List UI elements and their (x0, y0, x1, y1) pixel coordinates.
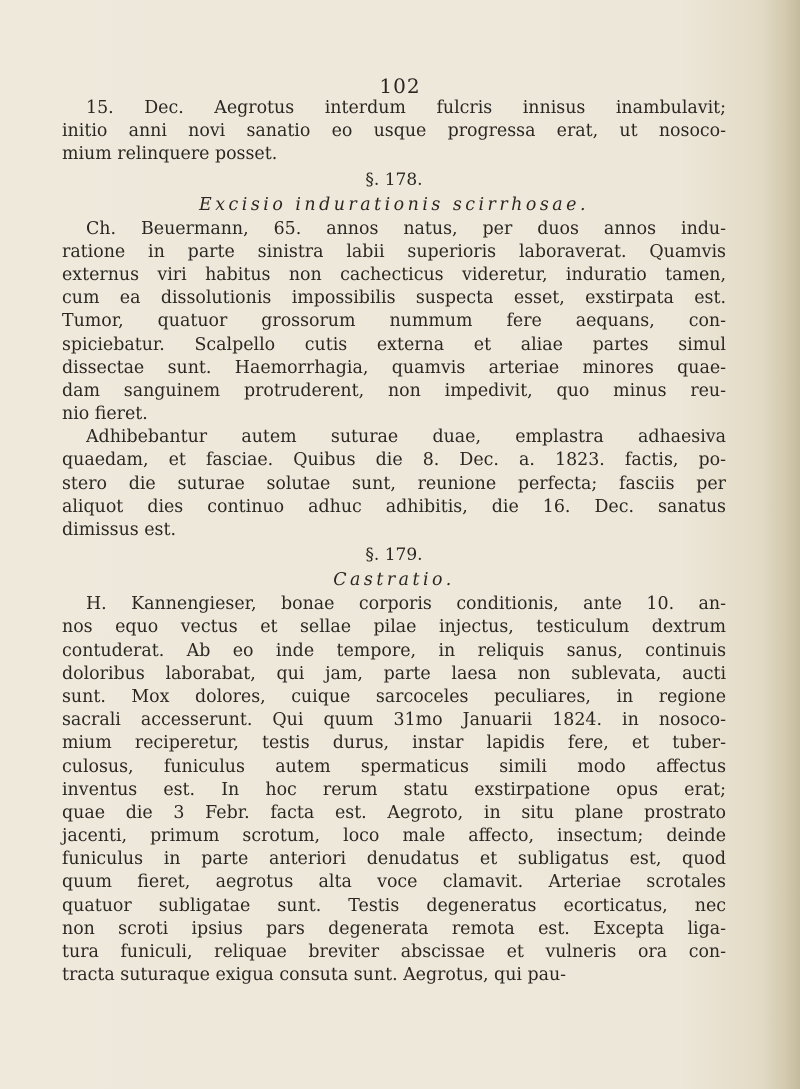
text-line: Tumor, quatuor grossorum nummum fere aequans, con- (62, 311, 726, 332)
page-number: 102 (379, 74, 421, 98)
text-line: dam sanguinem protruderent, non impedivit, quo minus reu- (62, 380, 726, 401)
section-178-title: Excisio indurationis scirrhosae. (199, 194, 589, 215)
text-line: externus viri habitus non cachecticus videretur, induratio tamen, (62, 264, 726, 285)
text-line: Adhibebantur autem suturae duae, emplastra adhaesiva (86, 427, 726, 448)
page-edge-shadow (762, 0, 800, 1089)
text-line: nio fieret. (62, 404, 148, 425)
text-line: Ch. Beuermann, 65. annos natus, per duos annos indu- (86, 218, 726, 239)
text-line: cum ea dissolutionis impossibilis suspecta esset, exstirpata est. (62, 288, 726, 309)
text-line: mium relinquere posset. (62, 144, 278, 165)
text-line: ratione in parte sinistra labii superioris laboraverat. Quamvis (62, 241, 726, 262)
text-line: quum fieret, aegrotus alta voce clamavit. Arteriae scrotales (62, 872, 726, 893)
text-line: quaedam, et fasciae. Quibus die 8. Dec. a. 1823. factis, po- (62, 450, 726, 471)
text-line: H. Kannengieser, bonae corporis conditionis, ante 10. an- (86, 594, 726, 615)
paragraph-1 (62, 97, 726, 167)
text-line: spiciebatur. Scalpello cutis externa et aliae partes simul (62, 334, 726, 355)
section-179-title: Castratio. (333, 570, 455, 591)
text-line: contuderat. Ab eo inde tempore, in reliquis sanus, continuis (62, 640, 726, 661)
paragraph-2 (62, 218, 726, 427)
text-line: sacrali accesserunt. Qui quum 31mo Januarii 1824. in nosoco- (62, 710, 726, 731)
text-line: initio anni novi sanatio eo usque progressa erat, ut nosoco- (62, 121, 726, 142)
text-line: tracta suturaque exigua consuta sunt. Aegrotus, qui pau- (62, 965, 567, 986)
text-line: culosus, funiculus autem spermaticus simili modo affectus (62, 756, 726, 777)
text-line: doloribus laborabat, qui jam, parte laesa non sublevata, aucti (62, 663, 726, 684)
text-line: non scroti ipsius pars degenerata remota est. Excepta liga- (62, 918, 726, 939)
text-line: dissectae sunt. Haemorrhagia, quamvis arteriae minores quae- (62, 357, 726, 378)
page-body (62, 97, 726, 987)
text-line: dimissus est. (62, 520, 176, 540)
section-179-number: §. 179. (365, 545, 423, 566)
text-line: tura funiculi, reliquae breviter abscissae et vulneris ora con- (62, 942, 726, 962)
section-178-number: §. 178. (365, 169, 423, 190)
text-line: stero die suturae solutae sunt, reunione perfecta; fasciis per (62, 473, 726, 494)
text-line: funiculus in parte anteriori denudatus et subligatus est, quod (62, 849, 726, 870)
text-line: 15. Dec. Aegrotus interdum fulcris innisus inambulavit; (86, 98, 726, 118)
text-line: mium reciperetur, testis durus, instar lapidis fere, et tuber- (62, 733, 726, 754)
text-line: quatuor subligatae sunt. Testis degeneratus ecorticatus, nec (62, 895, 726, 916)
paragraph-3 (62, 426, 726, 542)
paragraph-4 (62, 593, 726, 987)
text-line: nos equo vectus et sellae pilae injectus, testiculum dextrum (62, 617, 726, 638)
text-line: aliquot dies continuo adhuc adhibitis, die 16. Dec. sanatus (62, 496, 726, 517)
text-line: inventus est. In hoc rerum statu exstirpatione opus erat; (62, 779, 726, 800)
text-line: quae die 3 Febr. facta est. Aegroto, in situ plane prostrato (62, 802, 726, 823)
text-line: jacenti, primum scrotum, loco male affecto, insectum; deinde (62, 826, 726, 847)
text-line: sunt. Mox dolores, cuique sarcoceles peculiares, in regione (62, 686, 726, 707)
